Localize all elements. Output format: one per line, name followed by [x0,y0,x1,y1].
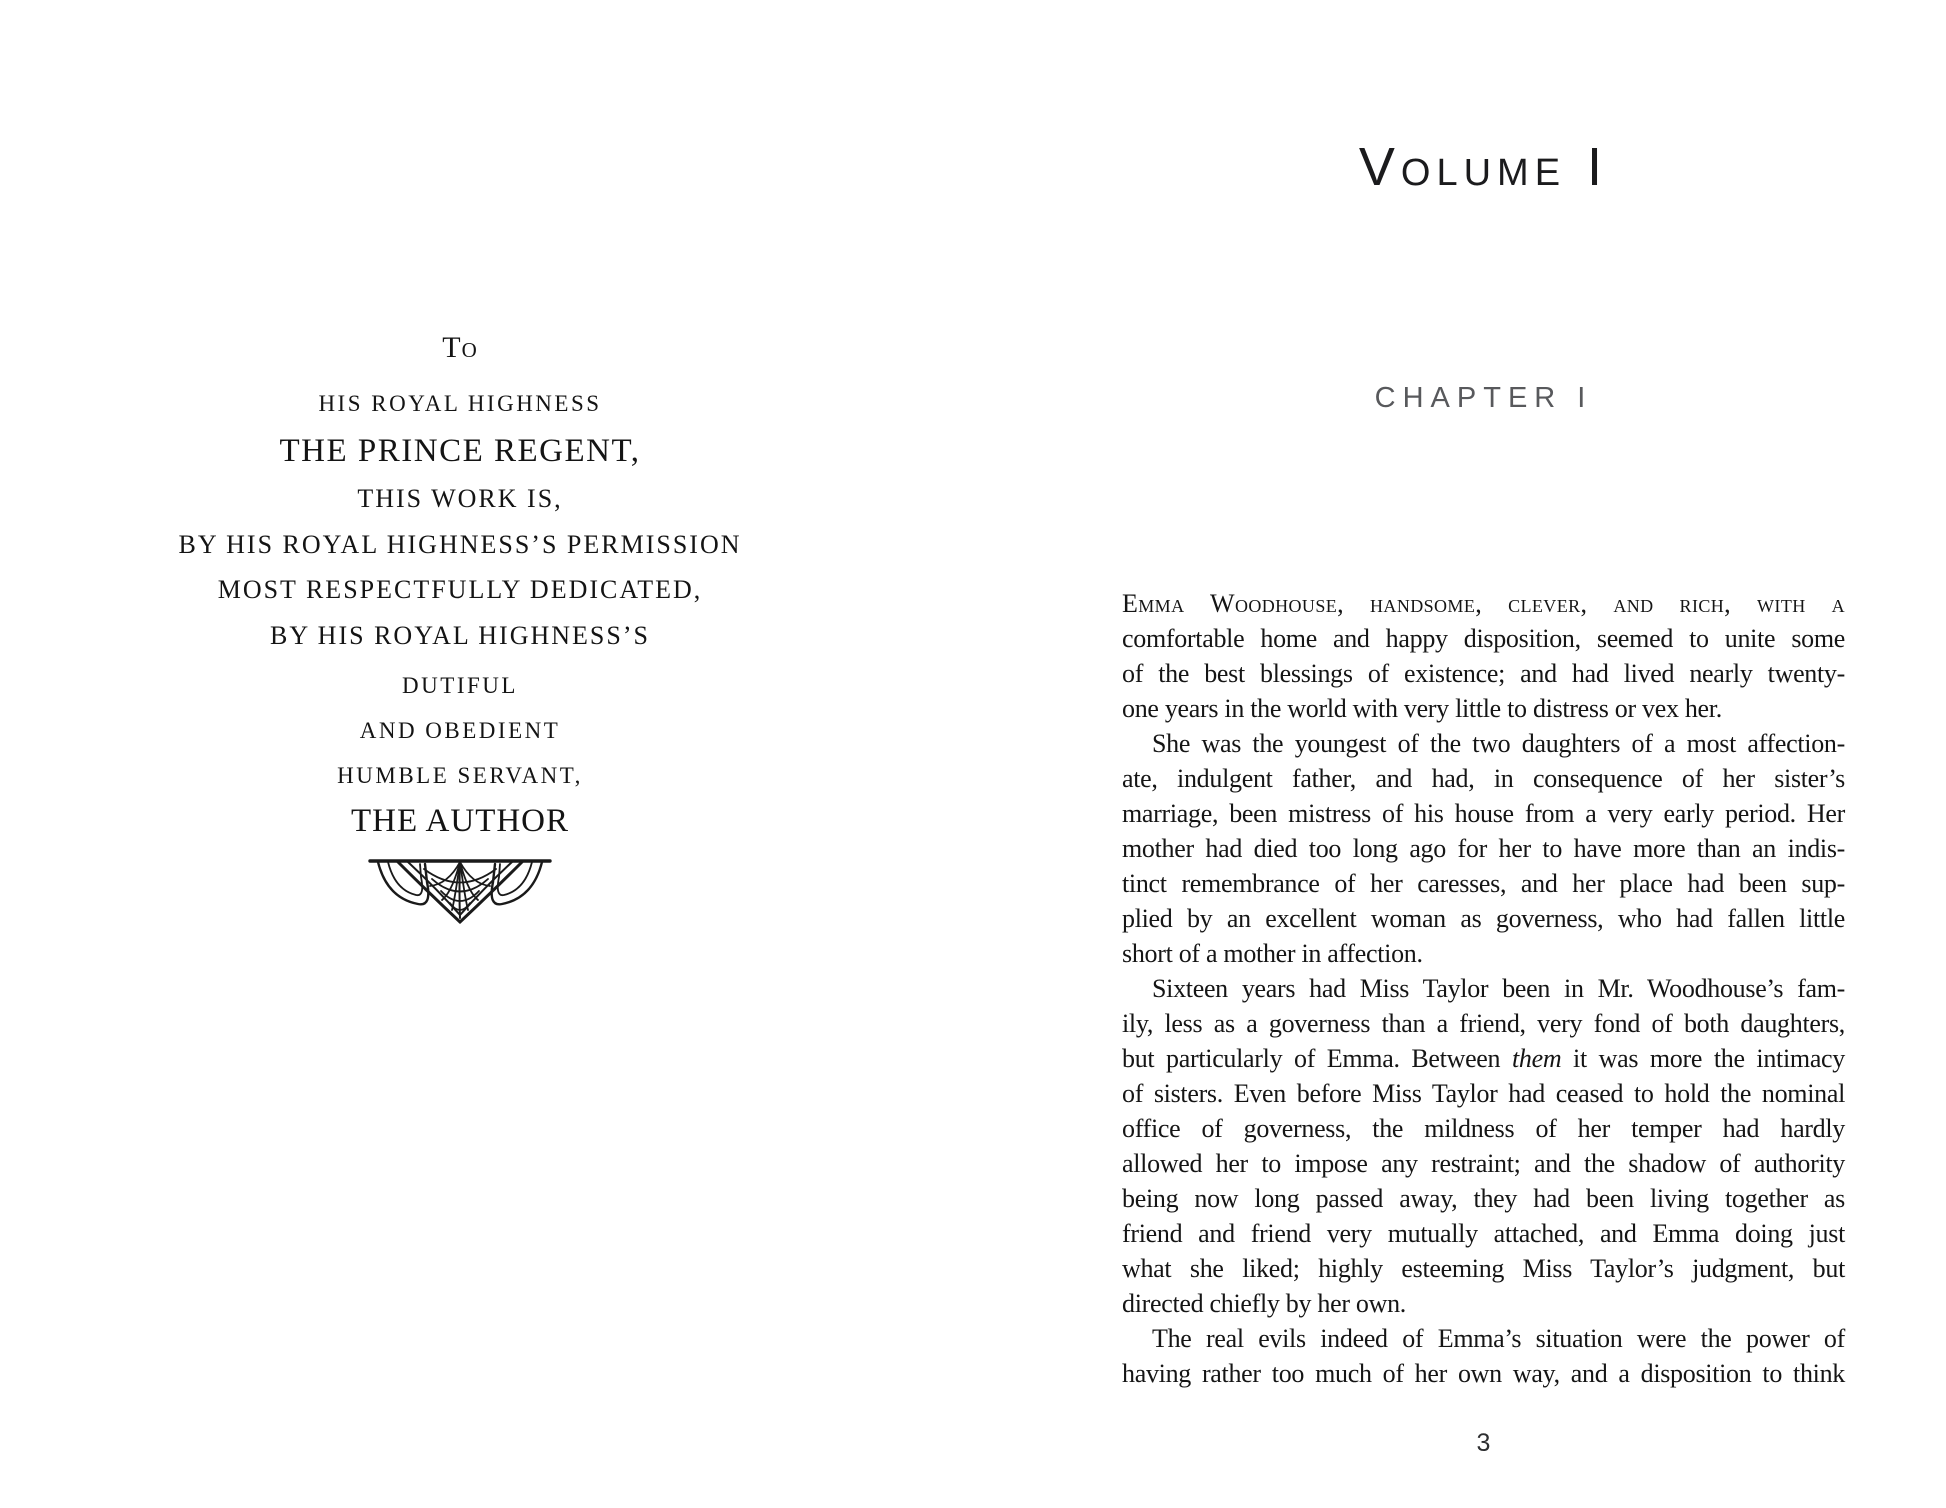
body-line: plied by an excellent woman as governess, who had fallen little [1122,904,1845,933]
body-line: directed chiefly by her own. [1122,1289,1406,1318]
paragraph [1122,971,1845,1321]
body-line: being now long passed away, they had been living together as [1122,1184,1845,1213]
body-line: allowed her to impose any restraint; and the shadow of authority [1122,1149,1845,1178]
paragraph [1122,726,1845,971]
body-line: one years in the world with very little to distress or vex her. [1122,694,1722,723]
volume-heading: Volume I [1358,137,1609,197]
dedication-line: THE PRINCE REGENT, [279,433,641,469]
paragraph [1122,1321,1845,1391]
body-line: of the best blessings of existence; and had lived nearly twenty- [1122,659,1845,688]
body-line: tinct remembrance of her caresses, and her place had been sup- [1122,869,1845,898]
dedication-ornament-icon [95,858,825,935]
body-line: marriage, been mistress of his house from a very early period. Her [1122,799,1845,828]
body-line: Sixteen years had Miss Taylor been in Mr. Woodhouse’s fam- [1152,974,1845,1003]
dedication-line: AND OBEDIENT [359,718,561,743]
dedication-line: THE AUTHOR [350,803,570,839]
paragraph [1122,586,1845,726]
dedication-line: To [442,331,478,364]
dedication-line: HUMBLE SERVANT, [337,763,583,788]
dedication-line: THIS WORK IS, [357,484,563,513]
dedication-line: BY HIS ROYAL HIGHNESS’S [270,621,650,650]
dedication-line: DUTIFUL [402,673,518,698]
body-line: She was the youngest of the two daughters of a most affection- [1152,729,1845,758]
chapter-body [1122,586,1845,1391]
body-line: ily, less as a governess than a friend, very fond of both daughters, [1122,1009,1845,1038]
body-line: comfortable home and happy disposition, seemed to unite some [1122,624,1845,653]
body-line: but particularly of Emma. Between them it was more the intimacy [1122,1044,1845,1073]
body-line: ate, indulgent father, and had, in consequence of her sister’s [1122,764,1845,793]
chapter-heading: CHAPTER I [1374,382,1593,414]
dedication-page [95,331,825,935]
dedication-line: HIS ROYAL HIGHNESS [318,391,602,416]
dedication-line: BY HIS ROYAL HIGHNESS’S PERMISSION [178,530,742,559]
body-line: what she liked; highly esteeming Miss Taylor’s judgment, but [1122,1254,1845,1283]
body-line: mother had died too long ago for her to have more than an indis- [1122,834,1845,863]
body-line: The real evils indeed of Emma’s situation were the power of [1152,1324,1845,1353]
body-line: friend and friend very mutually attached, and Emma doing just [1122,1219,1845,1248]
body-line: Emma Woodhouse, handsome, clever, and rich, with a [1122,589,1845,618]
dedication-line: MOST RESPECTFULLY DEDICATED, [217,575,703,604]
body-line: short of a mother in affection. [1122,939,1423,968]
body-line: having rather too much of her own way, and a disposition to think [1122,1359,1845,1388]
page-number: 3 [1476,1429,1491,1457]
body-line: of sisters. Even before Miss Taylor had ceased to hold the nominal [1122,1079,1845,1108]
body-line: office of governess, the mildness of her temper had hardly [1122,1114,1845,1143]
